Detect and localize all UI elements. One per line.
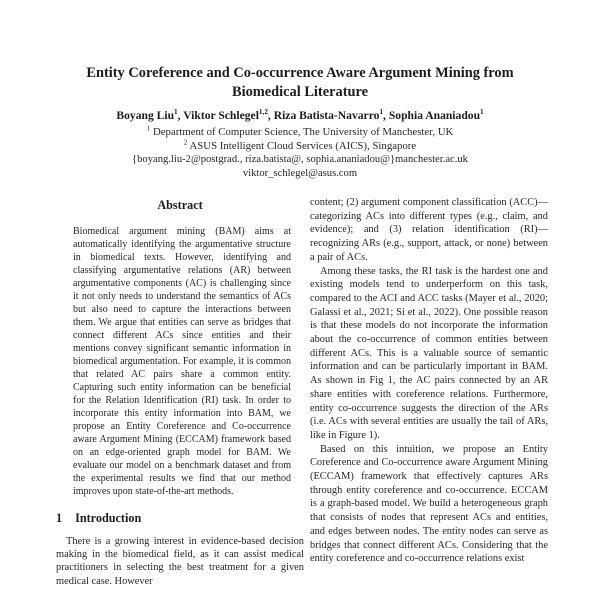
author-affiliation-superscript: 1 <box>174 108 178 117</box>
body-paragraph: Among these tasks, the RI task is the hardest one and existing models tend to underperform on this task, compared to the ACI and ACC tasks (Mayer et al., 2020; Galassi et al., 2021; Si et al., 2022). One possible reason is that these models do not incorporate the information about the co-occurrence of common entities between different ACs. This is a valuable source of semantic information and can be particularly important in BAM. As shown in Fig 1, the AC pairs connected by an AR share entities with coreference relations. Furthermore, entity co-occurrence suggests the direction of the ARs (i.e. ACs with several entities are usually the tail of ARs, like in Figure 1). <box>310 265 548 441</box>
authors-line <box>0 109 600 122</box>
affiliation-marker: 2 <box>183 138 188 147</box>
author-affiliation-superscript: 1 <box>379 108 384 117</box>
affiliation-text: ASUS Intelligent Cloud Services (AICS), Singapore <box>187 140 417 152</box>
author-affiliation-superscript: 1,2 <box>258 108 268 117</box>
body-paragraph: Based on this intuition, we propose an Entity Coreference and Co-occurrence aware Argument Mining (ECCAM) framework that effectively captures ARs through entity coreference and co-occurrence. ECCAM is a graph-based model. We build a heterogeneous graph that consists of nodes that represent ACs and entities, and edges between nodes. The entity nodes can serve as bridges that connect different ACs. Considering that the entity coreference and co-occurrence relations exist <box>310 443 548 565</box>
section-heading-introduction <box>56 511 304 526</box>
author-name: Sophia Ananiadou <box>388 109 481 122</box>
author-name: Riza Batista-Navarro <box>273 109 380 122</box>
affiliation-line <box>0 140 600 152</box>
author-separator: , <box>177 109 184 122</box>
author-separator: , <box>267 109 274 122</box>
body-paragraph: content; (2) argument component classification (ACC)—categorizing ACs into different types (e.g., claim, and evidence); and (3) relation identification (RI)—recognizing ARs (e.g., support, attack, or none) between a pair of ACs. <box>310 197 548 263</box>
email-line: viktor_schlegel@asus.com <box>242 167 358 179</box>
right-column <box>310 196 548 600</box>
author-name: Viktor Schlegel <box>183 109 259 122</box>
abstract-heading: Abstract <box>157 198 203 212</box>
section-title: Introduction <box>75 511 142 525</box>
introduction-paragraph: There is a growing interest in evidence-based decision making in the biomedical field, as it can assist medical practitioners in selecting the best treatment for a given medical case. However <box>56 536 304 587</box>
affiliation-line <box>0 126 600 138</box>
section-number: 1 <box>56 511 63 525</box>
left-column <box>56 198 304 588</box>
author-name: Boyang Liu <box>116 109 175 122</box>
author-separator: , <box>383 109 389 122</box>
affiliation-marker: 1 <box>146 124 151 133</box>
page-title: Entity Coreference and Co-occurrence Aware Argument Mining from Biomedical Literature <box>86 65 514 100</box>
abstract-text: Biomedical argument mining (BAM) aims at automatically identifying the argumentative structure in biomedical texts. However, identifying and classifying argumentative relations (AR) between argumentative components (AC) is challenging since it not only needs to understand the semantics of ACs but also need to capture the interactions between them. We argue that entities can serve as bridges that connect different ACs since entities and their mentions convey significant semantic information in biomedical argumentation. For example, it is common that related AC pairs share a common entity. Capturing such entity information can be beneficial for the Relation Identification (RI) task. In order to incorporate this entity information into BAM, we propose an Entity Coreference and Co-occurrence aware Argument Mining (ECCAM) framework based on an edge-oriented graph model for BAM. We evaluate our model on a benchmark dataset and from the experimental results we find that our method improves upon state-of-the-art methods. <box>73 226 291 497</box>
email-line: {boyang.liu-2@postgrad., riza.batista@, sophia.ananiadou@}manchester.ac.uk <box>132 154 468 165</box>
affiliation-text: Department of Computer Science, The University of Manchester, UK <box>150 126 454 138</box>
author-affiliation-superscript: 1 <box>480 108 484 117</box>
